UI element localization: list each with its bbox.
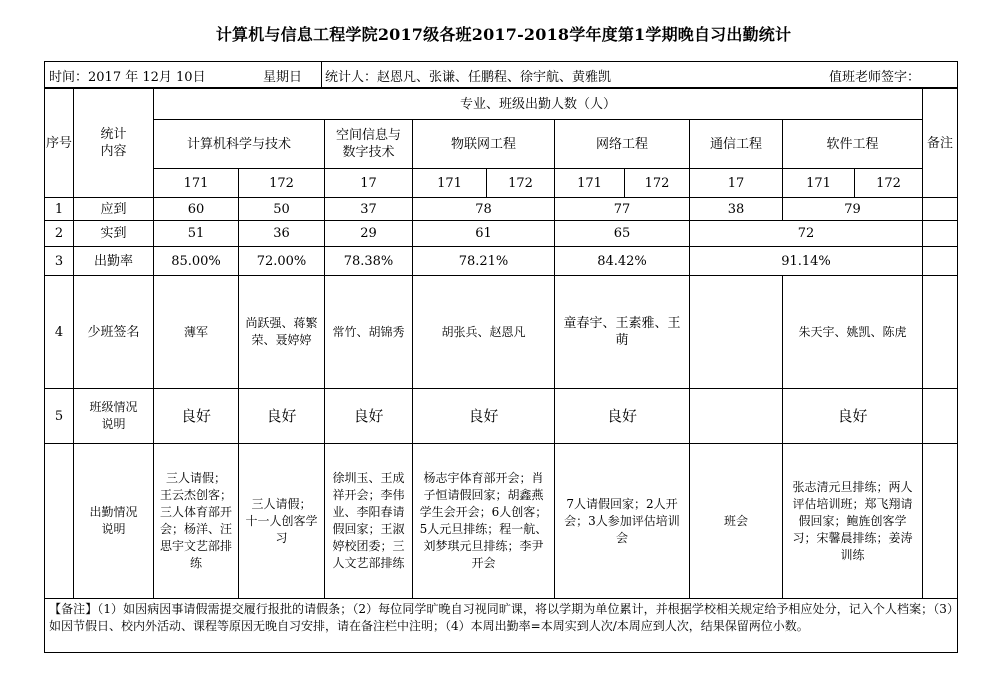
row3-spatial: 78.38%	[324, 246, 413, 276]
row1-cs172: 50	[238, 197, 325, 221]
class-cs-172: 172	[238, 168, 325, 198]
class-iot-171: 171	[412, 168, 487, 198]
row4-telecom	[689, 275, 783, 389]
row3-net: 84.42%	[554, 246, 690, 276]
row3-cs172: 72.00%	[238, 246, 325, 276]
row5-cs172: 良好	[238, 388, 325, 444]
row1-cs171: 60	[153, 197, 239, 221]
major-iot: 物联网工程	[412, 119, 555, 169]
footnote: 【备注】（1）如因病因事请假需提交履行报批的请假条；（2）每位同学旷晚自习视同旷课，将以学期为单位累计，并根据学校相关规定给予相应处分，记入个人档案；（3）如因节假日、校内外活动、课程等原因无晚自习安排，请在备注栏中注明；（4）本周出勤率=本周实到人次/本周应到人次，结果保留两位小数。	[44, 598, 958, 653]
major-spatial: 空间信息与 数字技术	[324, 119, 413, 169]
row4-sw: 朱天宇、姚凯、陈虎	[782, 275, 923, 389]
row4-label: 少班签名	[73, 275, 154, 389]
header-remark: 备注	[922, 88, 958, 198]
row2-telecom-sw: 72	[689, 220, 923, 247]
row4-iot: 胡张兵、赵恩凡	[412, 275, 555, 389]
teacher-sign-label: 值班老师签字：	[829, 70, 921, 85]
row1-remark	[922, 197, 958, 221]
row3-iot: 78.21%	[412, 246, 555, 276]
counters-text: 统计人：赵恩凡、张谦、任鹏程、徐宇航、黄雅凯	[325, 70, 612, 85]
time-text: 时间：2017 年 12月 10日	[49, 70, 206, 85]
class-net-172: 172	[624, 168, 690, 198]
row2-cs172: 36	[238, 220, 325, 247]
row2-cs171: 51	[153, 220, 239, 247]
row6-label: 出勤情况 说明	[73, 443, 154, 599]
header-group: 专业、班级出勤人数（人）	[153, 88, 923, 120]
row5-sw: 良好	[782, 388, 923, 444]
row5-telecom	[689, 388, 783, 444]
row6-telecom: 班会	[689, 443, 783, 599]
row2-iot: 61	[412, 220, 555, 247]
header-seq: 序号	[44, 88, 74, 198]
row4-spatial: 常竹、胡锦秀	[324, 275, 413, 389]
info-divider	[321, 62, 322, 87]
row6-net: 7人请假回家；2人开会；3人参加评估培训会	[554, 443, 690, 599]
row5-seq: 5	[44, 388, 74, 444]
row5-spatial: 良好	[324, 388, 413, 444]
row4-cs172: 尚跃强、蒋繁荣、聂婷婷	[238, 275, 325, 389]
row4-cs171: 薄军	[153, 275, 239, 389]
class-telecom-17: 17	[689, 168, 783, 198]
row6-cs172: 三人请假； 十一人创客学习	[238, 443, 325, 599]
row6-sw: 张志清元旦排练；两人评估培训班；郑飞翔请假回家；鲍旌创客学习；宋馨晨排练；姜涛训练	[782, 443, 923, 599]
row3-cs171: 85.00%	[153, 246, 239, 276]
row2-label: 实到	[73, 220, 154, 247]
major-software: 软件工程	[782, 119, 923, 169]
header-content: 统计 内容	[73, 88, 154, 198]
class-spatial-17: 17	[324, 168, 413, 198]
row6-seq	[44, 443, 74, 599]
row2-remark	[922, 220, 958, 247]
row1-net: 77	[554, 197, 690, 221]
row1-telecom: 38	[689, 197, 783, 221]
row2-net: 65	[554, 220, 690, 247]
row6-spatial: 徐圳玉、王成祥开会；李伟业、李阳春请假回家；王淑婷校团委；三人文艺部排练	[324, 443, 413, 599]
major-network: 网络工程	[554, 119, 690, 169]
row3-label: 出勤率	[73, 246, 154, 276]
row6-cs171: 三人请假； 王云杰创客；三人体育部开会；杨洋、汪思宇文艺部排练	[153, 443, 239, 599]
row6-iot: 杨志宇体育部开会；肖子恒请假回家；胡鑫燕学生会开会；6人创客；5人元旦排练；程一航、刘梦琪元旦排练；李尹开会	[412, 443, 555, 599]
row5-cs171: 良好	[153, 388, 239, 444]
row1-iot: 78	[412, 197, 555, 221]
row1-spatial: 37	[324, 197, 413, 221]
row2-spatial: 29	[324, 220, 413, 247]
class-iot-172: 172	[486, 168, 555, 198]
row1-seq: 1	[44, 197, 74, 221]
info-row	[44, 61, 958, 88]
row4-remark	[922, 275, 958, 389]
row6-remark	[922, 443, 958, 599]
row1-sw: 79	[782, 197, 923, 221]
class-sw-171: 171	[782, 168, 855, 198]
page-title: 计算机与信息工程学院2017级各班2017-2018学年度第1学期晚自习出勤统计	[215, 25, 792, 44]
class-sw-172: 172	[854, 168, 923, 198]
row5-net: 良好	[554, 388, 690, 444]
row5-iot: 良好	[412, 388, 555, 444]
row3-seq: 3	[44, 246, 74, 276]
row4-net: 童春宇、王素雅、王萌	[554, 275, 690, 389]
major-cs: 计算机科学与技术	[153, 119, 325, 169]
row1-label: 应到	[73, 197, 154, 221]
weekday-text: 星期日	[263, 70, 303, 85]
row4-seq: 4	[44, 275, 74, 389]
row3-telecom-sw: 91.14%	[689, 246, 923, 276]
class-net-171: 171	[554, 168, 625, 198]
row3-remark	[922, 246, 958, 276]
major-telecom: 通信工程	[689, 119, 783, 169]
row5-remark	[922, 388, 958, 444]
row2-seq: 2	[44, 220, 74, 247]
row5-label: 班级情况 说明	[73, 388, 154, 444]
class-cs-171: 171	[153, 168, 239, 198]
